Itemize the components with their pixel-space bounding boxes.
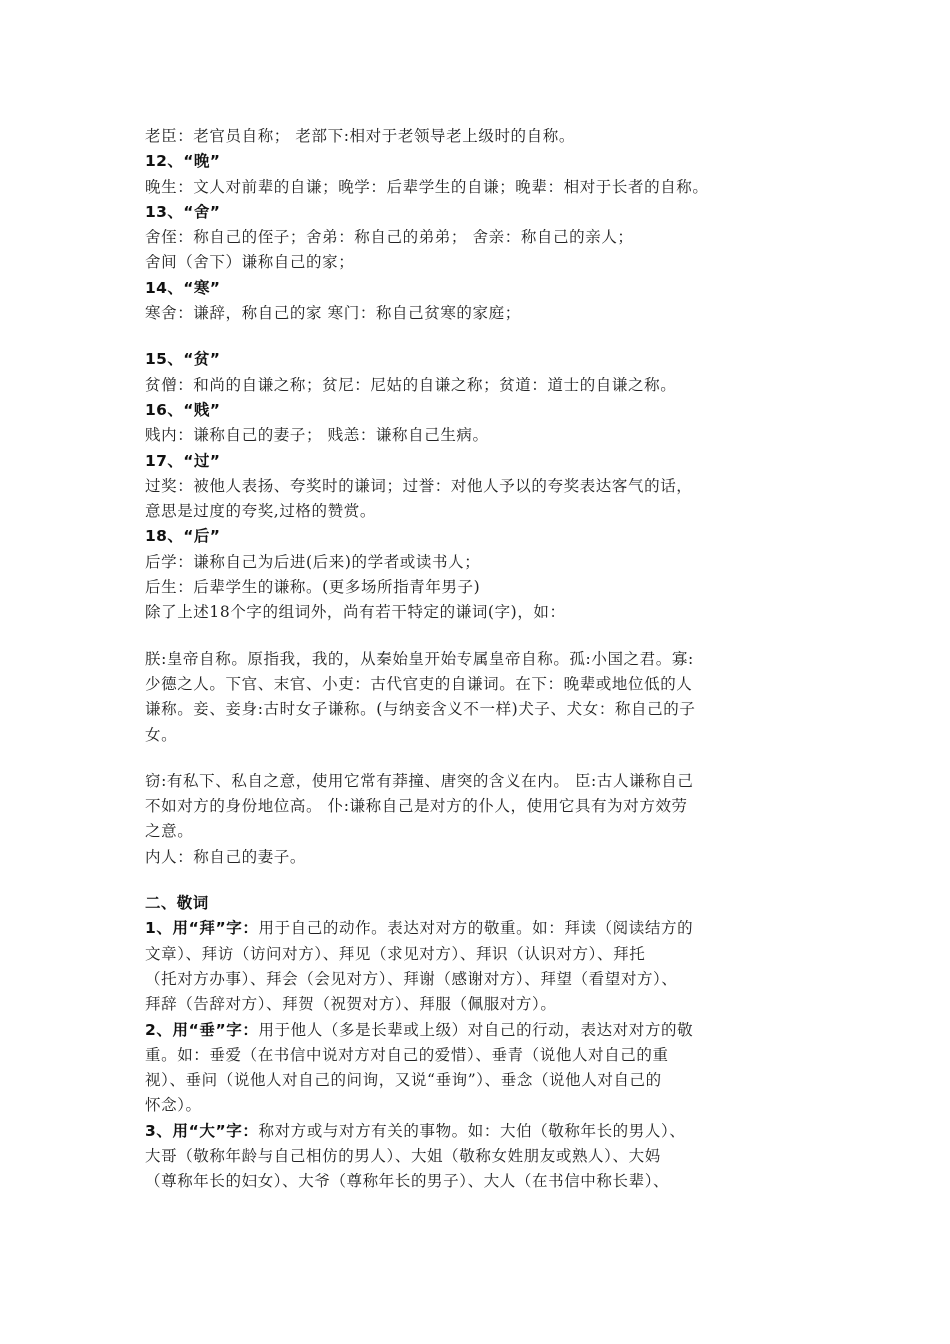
text-line: 内人：称自己的妻子。 [145, 847, 307, 866]
text-line: 重。如：垂爱（在书信中说对方对自己的爱惜）、垂青（说他人对自己的重 [145, 1045, 669, 1064]
text-line: 舍侄：称自己的侄子；舍弟：称自己的弟弟； 舍亲：称自己的亲人； [145, 228, 634, 247]
section-heading-jingci: 二、敬词 [145, 894, 209, 913]
bold-prefix: 1、用“拜”字： [145, 919, 259, 938]
text-line: （托对方办事）、拜会（会见对方）、拜谢（感谢对方）、拜望（看望对方）、 [145, 969, 678, 988]
text-span: 用于他人（多是长辈或上级）对自己的行动，表达对对方的敬 [258, 1020, 694, 1039]
text-line: 谦称。妾、妾身:古时女子谦称。(与纳妾含义不一样)犬子、犬女：称自己的子 [145, 700, 696, 719]
text-span: 称对方或与对方有关的事物。如：大伯（敬称年长的男人）、 [258, 1121, 686, 1140]
text-line: 过奖：被他人表扬、夸奖时的谦词；过誉：对他人予以的夸奖表达客气的话， [145, 476, 693, 495]
text-line: 老臣：老官员自称； 老部下:相对于老领导老上级时的自称。 [145, 127, 575, 145]
text-line [145, 916, 815, 941]
text-line: 寒舍：谦辞，称自己的家 寒门：称自己贫寒的家庭； [145, 304, 521, 323]
paragraph-gap [145, 326, 815, 347]
text-line: 后生：后辈学生的谦称。(更多场所指青年男子) [145, 578, 481, 597]
paragraph-gap [145, 748, 815, 769]
text-line: 大哥（敬称年龄与自己相仿的男人）、大姐（敬称女姓朋友或熟人）、大妈 [145, 1146, 661, 1165]
paragraph-gap [145, 870, 815, 891]
text-line: 视）、垂问（说他人对自己的问询，又说“垂询”）、垂念（说他人对自己的 [145, 1071, 662, 1090]
text-line: 朕:皇帝自称。原指我，我的，从秦始皇开始专属皇帝自称。孤:小国之君。寡: [145, 649, 694, 668]
section-heading-guo: 17、“过” [145, 451, 221, 470]
text-line: 晚生：文人对前辈的自谦；晚学：后辈学生的自谦；晚辈：相对于长者的自称。 [145, 177, 709, 196]
text-line: 拜辞（告辞对方）、拜贺（祝贺对方）、拜服（佩服对方）。 [145, 995, 557, 1014]
text-span: 用于自己的动作。表达对对方的敬重。如：拜读（阅读结方的 [258, 919, 694, 938]
paragraph-gap [145, 626, 815, 647]
section-heading-han: 14、“寒” [145, 278, 221, 297]
text-line: 后学：谦称自己为后进(后来)的学者或读书人； [145, 552, 481, 571]
bold-prefix: 2、用“垂”字： [145, 1020, 259, 1039]
text-line: 女。 [145, 725, 178, 744]
document-page [145, 124, 815, 1195]
text-line: 不如对方的身份地位高。 仆:谦称自己是对方的仆人，使用它具有为对方效劳 [145, 797, 688, 816]
text-line: （尊称年长的妇女）、大爷（尊称年长的男子）、大人（在书信中称长辈）、 [145, 1172, 670, 1191]
section-heading-jian: 16、“贱” [145, 400, 221, 419]
text-line: 意思是过度的夸奖,过格的赞赏。 [145, 502, 376, 521]
bold-prefix: 3、用“大”字： [145, 1121, 259, 1140]
section-heading-hou: 18、“后” [145, 527, 221, 546]
text-line [145, 1018, 815, 1043]
text-line: 舍间（舍下）谦称自己的家； [145, 253, 355, 272]
text-line: 贱内：谦称自己的妻子； 贱恙：谦称自己生病。 [145, 426, 489, 445]
section-heading-she: 13、“舍” [145, 202, 221, 221]
text-line: 贫僧：和尚的自谦之称；贫尼：尼姑的自谦之称；贫道：道士的自谦之称。 [145, 375, 677, 394]
text-line [145, 1119, 815, 1144]
text-line: 之意。 [145, 822, 194, 841]
text-line: 除了上述18个字的组词外，尚有若干特定的谦词(字)，如： [145, 603, 566, 622]
text-line: 窃:有私下、私自之意，使用它常有莽撞、唐突的含义在内。 臣:古人谦称自己 [145, 771, 694, 790]
text-line: 文章）、拜访（访问对方）、拜见（求见对方）、拜识（认识对方）、拜托 [145, 944, 646, 963]
section-heading-pin: 15、“贫” [145, 350, 221, 369]
section-heading-wan: 12、“晚” [145, 152, 221, 171]
text-line: 少德之人。下官、末官、小吏：古代官吏的自谦词。在下：晚辈或地位低的人 [145, 674, 693, 693]
text-line: 怀念）。 [145, 1096, 202, 1115]
